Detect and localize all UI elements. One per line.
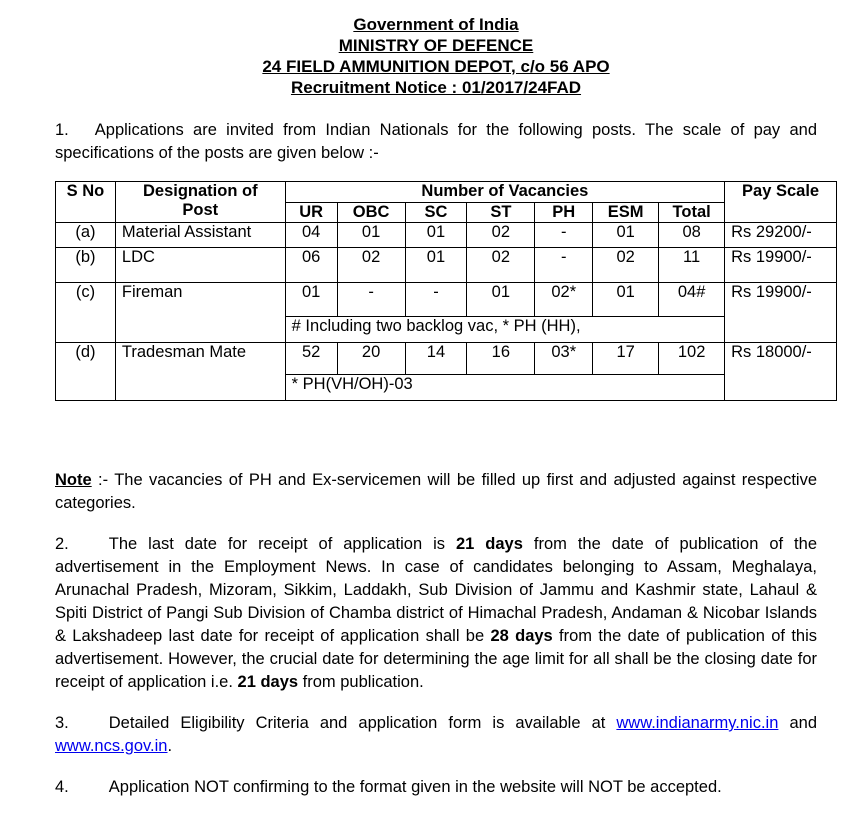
note-paragraph	[55, 469, 817, 515]
paragraph-4-number: 4.	[55, 778, 69, 796]
row-sno: (b)	[56, 248, 116, 283]
header-pay-scale: Pay Scale	[725, 182, 837, 223]
ncs-link[interactable]: www.ncs.gov.in	[55, 737, 168, 755]
row-st: 02	[467, 223, 535, 248]
paragraph-3-part3: .	[167, 737, 173, 755]
header-line-government: Government of India	[353, 15, 519, 34]
table-row	[56, 283, 837, 317]
header-col-ph: PH	[535, 203, 593, 223]
paragraph-3-part2: and	[778, 714, 817, 732]
indianarmy-link[interactable]: www.indianarmy.nic.in	[616, 714, 779, 732]
header-line-depot: 24 FIELD AMMUNITION DEPOT, c/o 56 APO	[262, 57, 610, 76]
row-post: Fireman	[115, 283, 285, 343]
row-ur: 06	[285, 248, 337, 283]
row-post: LDC	[115, 248, 285, 283]
table-header-row	[56, 182, 837, 203]
paragraph-1-text: Applications are invited from Indian Nationals for the following posts. The scale of pay and specifications of the posts are given below :-	[55, 121, 817, 162]
paragraph-4-text: Application NOT confirming to the format given in the website will NOT be accepted.	[108, 778, 722, 796]
row-esm: 01	[593, 283, 659, 317]
row-obc: 20	[337, 343, 405, 375]
table-row	[56, 248, 837, 283]
row-ur: 52	[285, 343, 337, 375]
row-sc: 14	[405, 343, 467, 375]
row-sno: (c)	[56, 283, 116, 343]
row-esm: 17	[593, 343, 659, 375]
row-ph: -	[535, 248, 593, 283]
row-st: 02	[467, 248, 535, 283]
row-sc: -	[405, 283, 467, 317]
header-line-ministry: MINISTRY OF DEFENCE	[338, 36, 534, 55]
row-pay: Rs 29200/-	[725, 223, 837, 248]
header-col-total: Total	[659, 203, 725, 223]
row-total: 102	[659, 343, 725, 375]
paragraph-2-bold3: 21 days	[237, 673, 299, 691]
paragraph-2-part4: from publication.	[298, 673, 424, 691]
row-st: 01	[467, 283, 535, 317]
row-total: 04#	[659, 283, 725, 317]
paragraph-1-number: 1.	[55, 121, 69, 139]
header-col-ur: UR	[285, 203, 337, 223]
row-ph: -	[535, 223, 593, 248]
row-sc: 01	[405, 248, 467, 283]
row-total: 08	[659, 223, 725, 248]
row-obc: -	[337, 283, 405, 317]
paragraph-2-bold2: 28 days	[490, 627, 553, 645]
paragraph-2-number: 2.	[55, 535, 69, 553]
paragraph-2-part1: The last date for receipt of application is	[108, 535, 456, 553]
row-ur: 04	[285, 223, 337, 248]
row-obc: 01	[337, 223, 405, 248]
header-sno: S No	[56, 182, 116, 223]
vacancy-table	[55, 181, 837, 401]
note-label: Note	[55, 471, 92, 489]
row-sno: (d)	[56, 343, 116, 401]
header-designation-line1: Designation of	[142, 182, 258, 200]
row-ur: 01	[285, 283, 337, 317]
paragraph-2-bold1: 21 days	[455, 535, 523, 553]
row-esm: 01	[593, 223, 659, 248]
row-ph: 02*	[535, 283, 593, 317]
row-sc: 01	[405, 223, 467, 248]
row-sno: (a)	[56, 223, 116, 248]
row-esm: 02	[593, 248, 659, 283]
header-col-sc: SC	[405, 203, 467, 223]
paragraph-1	[55, 119, 817, 165]
row-st: 16	[467, 343, 535, 375]
paragraph-3-number: 3.	[55, 714, 69, 732]
fireman-footnote: # Including two backlog vac, * PH (HH),	[285, 317, 724, 343]
paragraph-4	[55, 776, 817, 799]
row-ph: 03*	[535, 343, 593, 375]
header-col-st: ST	[467, 203, 535, 223]
row-total: 11	[659, 248, 725, 283]
row-pay: Rs 18000/-	[725, 343, 837, 401]
note-text: :- The vacancies of PH and Ex-servicemen will be filled up first and adjusted against respective categories.	[55, 471, 817, 512]
paragraph-2-part3: from the date of publication of this advertisement. However, the crucial date for determining the age limit for all shall be the closing date for receipt of application i.e.	[55, 627, 817, 691]
row-pay: Rs 19900/-	[725, 248, 837, 283]
header-line-notice-number: Recruitment Notice : 01/2017/24FAD	[290, 78, 582, 97]
paragraph-2-part2: from the date of publication of the advertisement in the Employment News. In case of candidates belonging to Assam, Meghalaya, Arunachal Pradesh, Mizoram, Sikkim, Laddakh, Sub Division of Jammu and Kashmir state, Lahaul & Spiti District of Pangi Sub Division of Chamba district of Himachal Pradesh, Andaman & Nicobar Islands & Lakshadeep last date for receipt of application shall be	[55, 535, 817, 645]
table-row	[56, 223, 837, 248]
row-post: Tradesman Mate	[115, 343, 285, 401]
header-col-esm: ESM	[593, 203, 659, 223]
tradesman-footnote: * PH(VH/OH)-03	[285, 375, 724, 401]
header-vacancies: Number of Vacancies	[285, 182, 724, 203]
paragraph-3-part1: Detailed Eligibility Criteria and application form is available at	[108, 714, 617, 732]
header-designation	[115, 182, 285, 223]
row-obc: 02	[337, 248, 405, 283]
paragraph-3	[55, 712, 817, 758]
row-pay: Rs 19900/-	[725, 283, 837, 343]
header-designation-line2: Post	[182, 201, 219, 219]
notice-header	[0, 14, 850, 98]
header-col-obc: OBC	[337, 203, 405, 223]
paragraph-2	[55, 533, 817, 694]
row-post: Material Assistant	[115, 223, 285, 248]
table-row	[56, 343, 837, 375]
